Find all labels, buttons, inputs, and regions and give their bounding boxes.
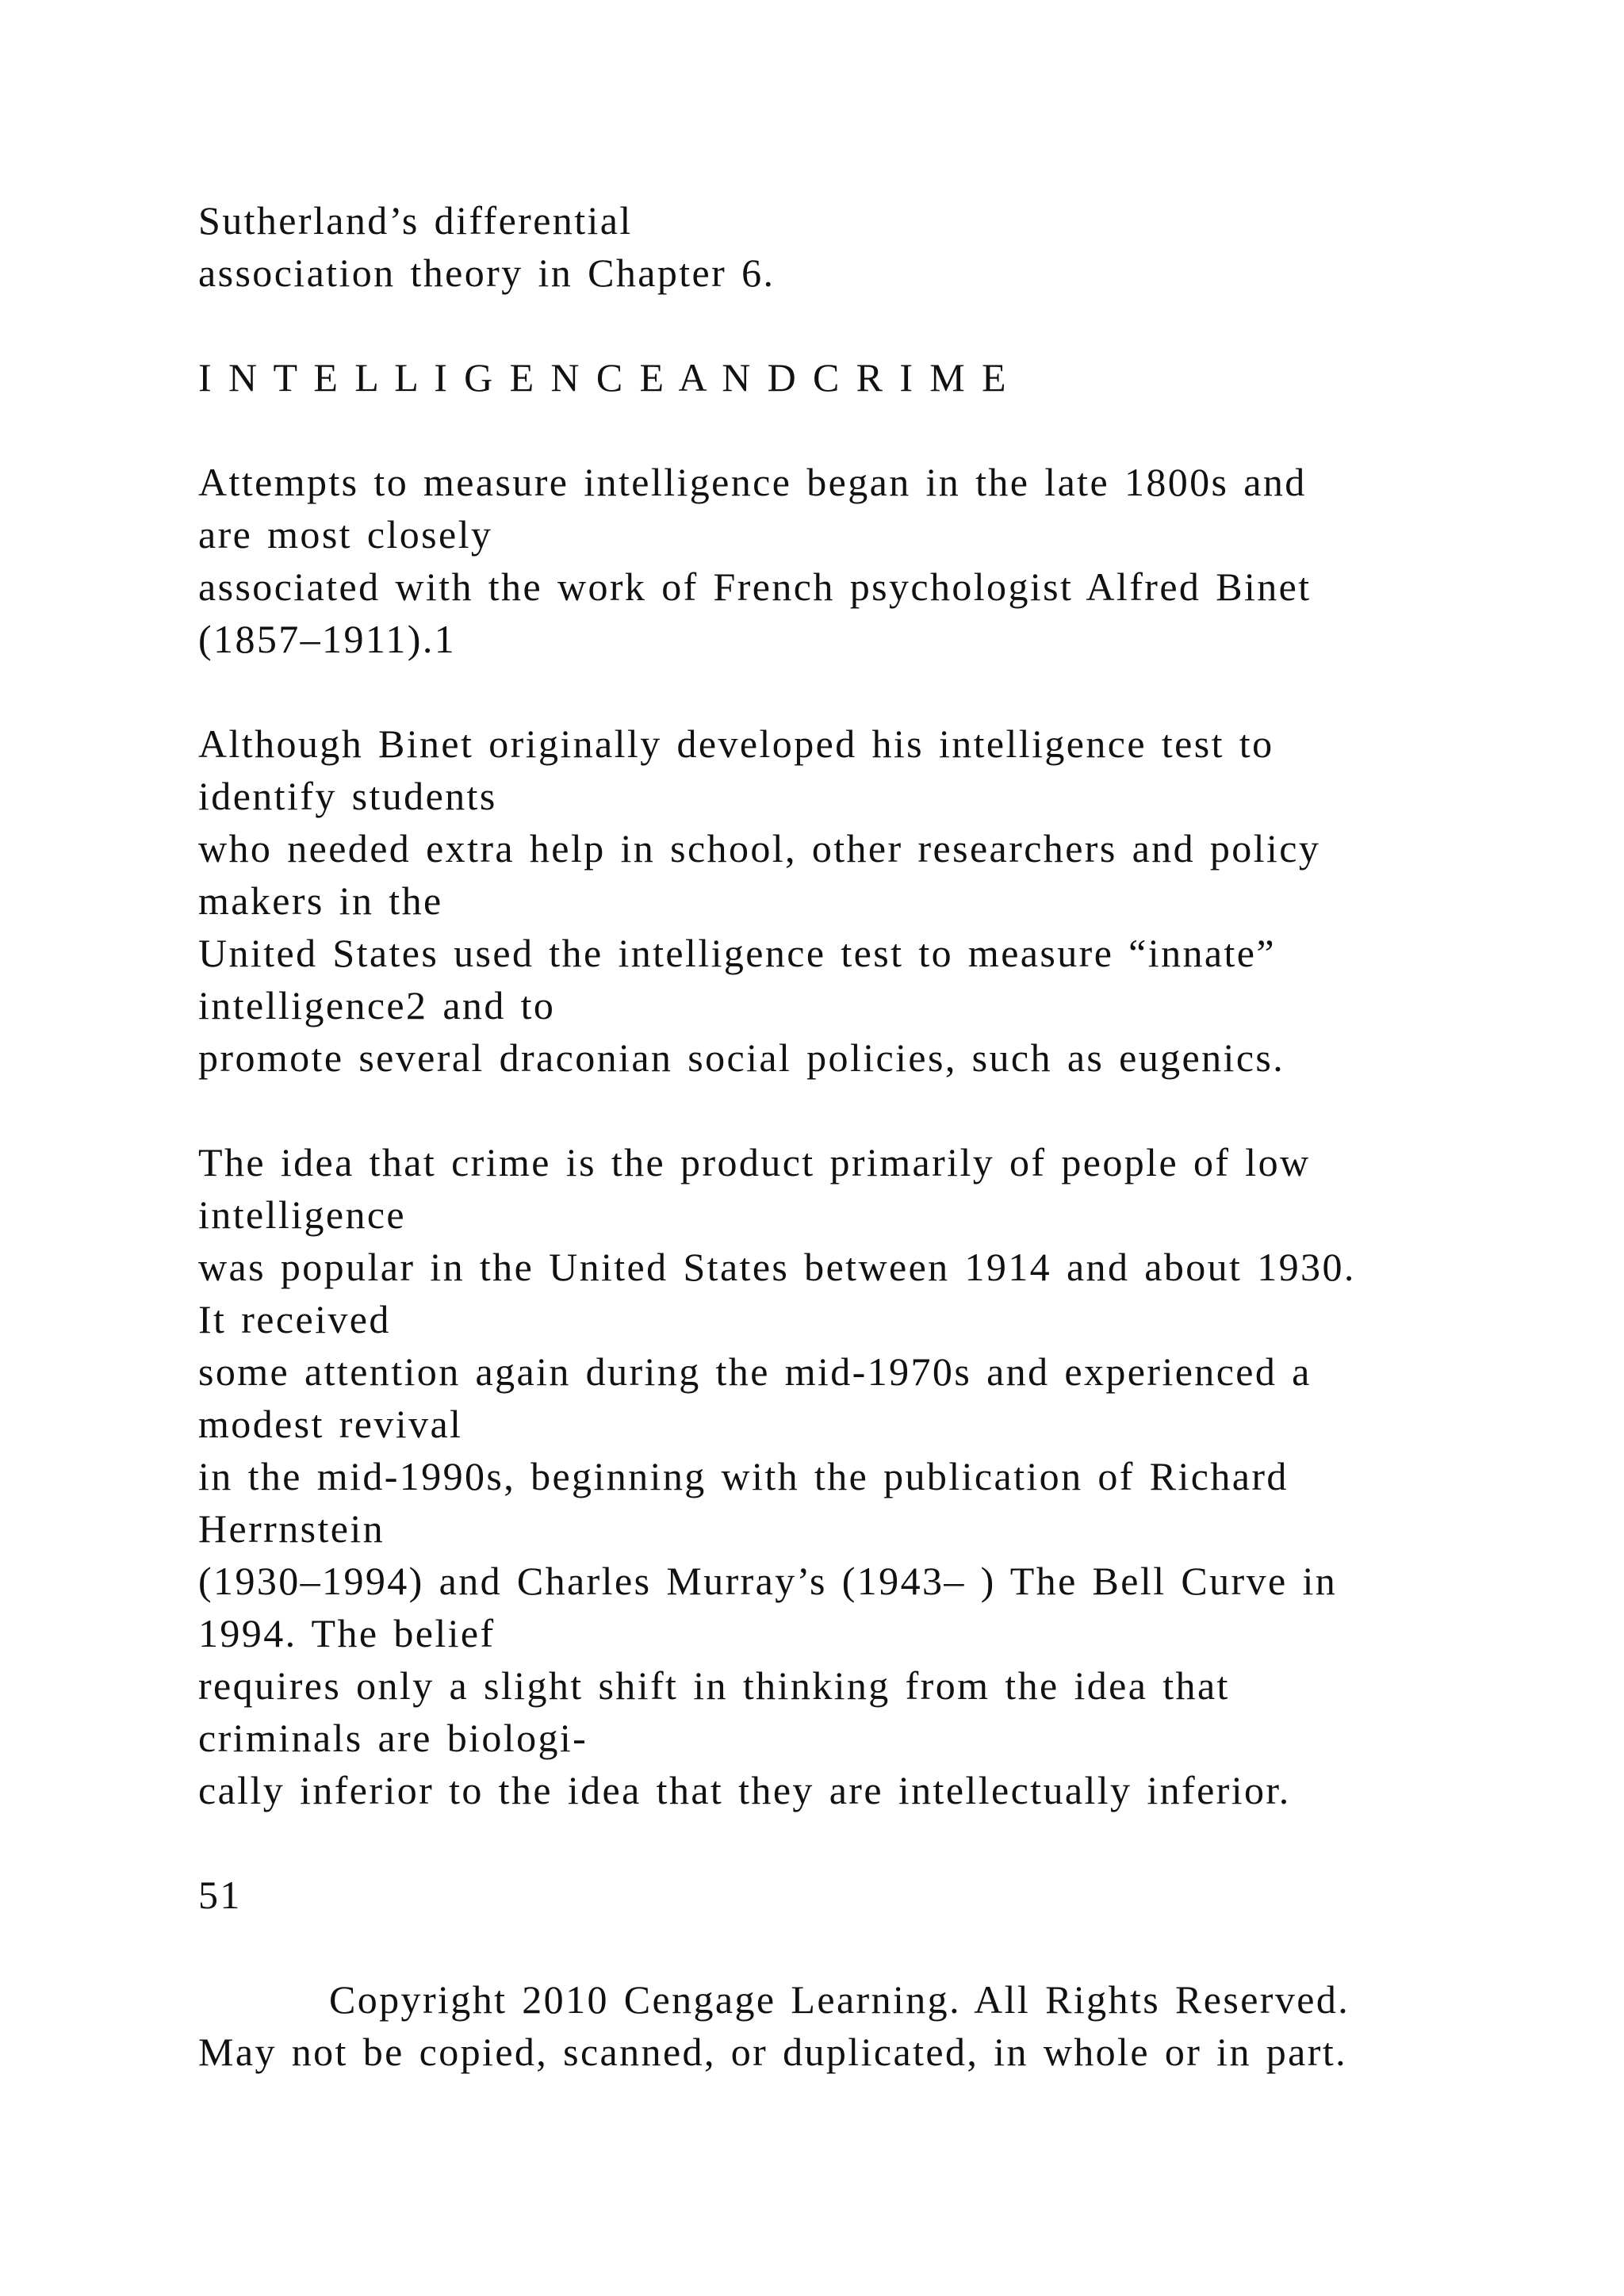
paragraph-1: [198, 456, 1594, 665]
text-line: modest revival: [198, 1402, 463, 1446]
text-line: association theory in Chapter 6.: [198, 251, 776, 295]
text-line: intelligence2 and to: [198, 983, 556, 1027]
text-line: 1994. The belief: [198, 1611, 496, 1655]
paragraph-3: [198, 1136, 1594, 1816]
text-line: identify students: [198, 774, 497, 818]
text-line: are most closely: [198, 512, 493, 557]
copyright-line: Copyright 2010 Cengage Learning. All Rights Reserved.: [329, 1977, 1350, 2022]
text-line: makers in the: [198, 878, 443, 923]
page-number: 51: [198, 1873, 242, 1917]
text-line: (1930–1994) and Charles Murray’s (1943– ) The Bell Curve in: [198, 1559, 1338, 1603]
intro-block: [198, 194, 1594, 299]
text-line: (1857–1911).1: [198, 617, 457, 661]
text-line: some attention again during the mid-1970s and experienced a: [198, 1349, 1312, 1394]
paragraph-gap: [198, 299, 1594, 351]
text-line: Although Binet originally developed his intelligence test to: [198, 721, 1274, 766]
text-line: requires only a slight shift in thinking from the idea that: [198, 1663, 1230, 1708]
text-line: criminals are biologi-: [198, 1716, 588, 1760]
paragraph-gap: [198, 1084, 1594, 1136]
paragraph-2: [198, 718, 1594, 1084]
paragraph-gap: [198, 665, 1594, 718]
paragraph-gap: [198, 1921, 1594, 1973]
text-line: Sutherland’s differential: [198, 198, 633, 243]
text-line: The idea that crime is the product primarily of people of low: [198, 1140, 1311, 1184]
paragraph-gap: [198, 1816, 1594, 1869]
text-line: in the mid-1990s, beginning with the publication of Richard: [198, 1454, 1289, 1498]
text-line: Herrnstein: [198, 1506, 385, 1551]
text-line: Attempts to measure intelligence began in the late 1800s and: [198, 460, 1307, 504]
text-line: was popular in the United States between 1914 and about 1930.: [198, 1245, 1356, 1289]
text-line: intelligence: [198, 1192, 407, 1237]
text-line: It received: [198, 1297, 391, 1341]
copyright-line: May not be copied, scanned, or duplicated, in whole or in part.: [198, 2030, 1348, 2074]
text-line: cally inferior to the idea that they are intellectually inferior.: [198, 1768, 1291, 1812]
document-body: [198, 194, 1594, 2078]
copyright-notice: [198, 1973, 1594, 2078]
text-line: United States used the intelligence test to measure “innate”: [198, 931, 1276, 975]
text-line: who needed extra help in school, other researchers and policy: [198, 826, 1321, 871]
text-line: associated with the work of French psychologist Alfred Binet: [198, 564, 1312, 609]
text-line: promote several draconian social policies, such as eugenics.: [198, 1035, 1285, 1080]
section-heading: I N T E L L I G E N C E A N D C R I M E: [198, 355, 1008, 400]
paragraph-gap: [198, 404, 1594, 456]
